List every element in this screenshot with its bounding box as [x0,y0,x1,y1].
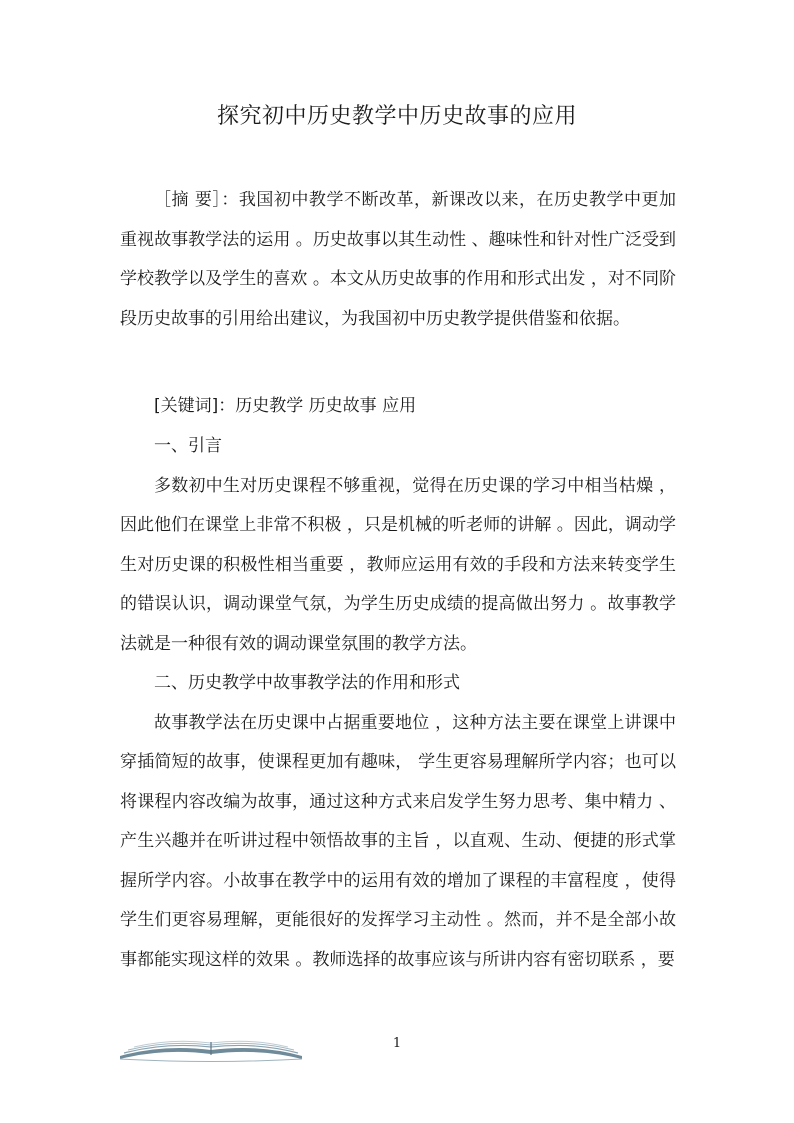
open-book-icon [118,1034,304,1062]
body-paragraph: 多数初中生对历史课程不够重视，觉得在历史课的学习中相当枯燥 ，因此他们在课堂上非常不积极 ，只是机械的听老师的讲解 。因此，调动学生对历史课的积极性相当重要 ，教师应运用有效的手段和方法来转变学生的错误认识，调动课堂气氛，为学生历史成绩的提高做出努力 。故事教学法就是一种很有效的调动课堂氛围的教学方法。 [120,475,676,654]
section-heading-introduction: 一、引言 [154,436,222,456]
keywords-line: [关键词]：历史教学 历史故事 应用 [154,396,417,416]
document-title: 探究初中历史教学中历史故事的应用 [216,104,577,129]
main-body [120,427,676,980]
abstract-paragraph: ［摘 要］：我国初中教学不断改革，新课改以来，在历史教学中更加重视故事教学法的运用 。历史故事以其生动性 、趣味性和针对性广泛受到学校教学以及学生的喜欢 。本文从历史故事的作用和形式出发 ，对不同阶段历史故事的引用给出建议，为我国初中历史教学提供借鉴和依据。 [120,190,676,329]
abstract-block [120,181,676,339]
page-number: 1 [392,1036,402,1051]
body-paragraph: 故事教学法在历史课中占据重要地位 ，这种方法主要在课堂上讲课中穿插简短的故事，使课程更加有趣味， 学生更容易理解所学内容；也可以将课程内容改编为故事，通过这种方式来启发学生努力思考、集中精力 、产生兴趣并在听讲过程中领悟故事的主旨 ，以直观、生动、便捷的形式掌握所学内容。小故事在教学中的运用有效的增加了课程的丰富程度 ，使得学生们更容易理解，更能很好的发挥学习主动性 。然而，并不是全部小故事都能实现这样的效果 。教师选择的故事应该与所讲内容有密切联系 ，要 [120,712,676,970]
section-heading-role-and-form: 二、历史教学中故事教学法的作用和形式 [154,673,460,693]
keywords-block [120,387,676,427]
